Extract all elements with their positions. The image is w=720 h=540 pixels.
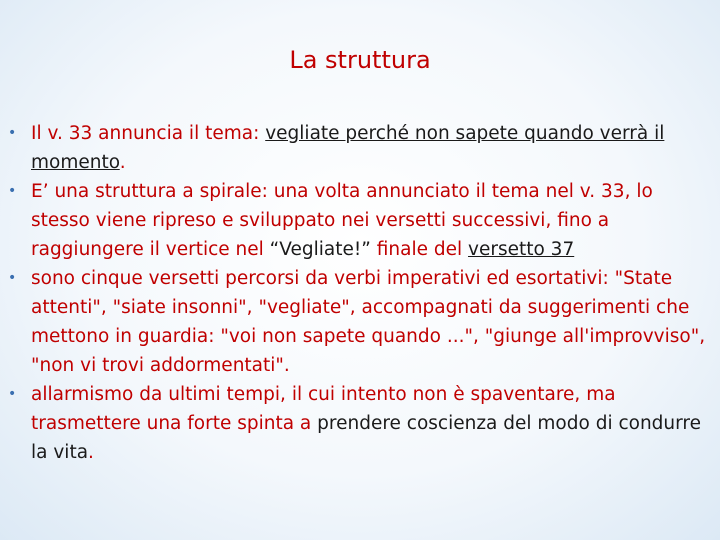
bullet-item-2 [8,177,713,264]
bullet-1-period: . [119,152,126,173]
bullet-2-text: E’ una struttura a spirale: una volta annunciato il tema nel v. 33, lo stesso viene ripreso e sviluppato nei versetti successivi, fino a raggiungere il vertice nel [31,181,653,260]
bullet-4-dark-phrase: prendere coscienza del modo di condurre la vita [31,413,702,463]
bullet-2-quote: “Vegliate!” [269,239,371,260]
bullet-2-text-end: finale del [370,239,469,260]
bullet-icon: • [8,183,17,199]
page-title: La struttura [289,46,431,74]
bullet-4-text: allarmismo da ultimi tempi, il cui intento non è spaventare, ma trasmettere una forte spinta a [31,384,616,434]
bullet-icon: • [8,125,17,141]
bullet-2-verse-reference: versetto 37 [468,239,575,260]
bullet-list [8,119,713,467]
bullet-4-period: . [88,442,94,463]
bullet-icon: • [8,386,17,402]
bullet-item-3 [8,264,713,380]
bullet-1-underlined-phrase: vegliate perché non sapete quando verrà il momento [31,123,665,173]
bullet-item-1 [8,119,713,177]
bullet-1-text: Il v. 33 annuncia il tema: [31,123,266,144]
bullet-3-text: sono cinque versetti percorsi da verbi imperativi ed esortativi: "State attenti", "siate insonni", "vegliate", accompagnati da suggerimenti che mettono in guardia: "voi non sapete quando ...", "giunge all'improvviso", "non vi trovi addormentati". [31,268,706,376]
bullet-item-4 [8,380,713,467]
bullet-icon: • [8,270,17,286]
